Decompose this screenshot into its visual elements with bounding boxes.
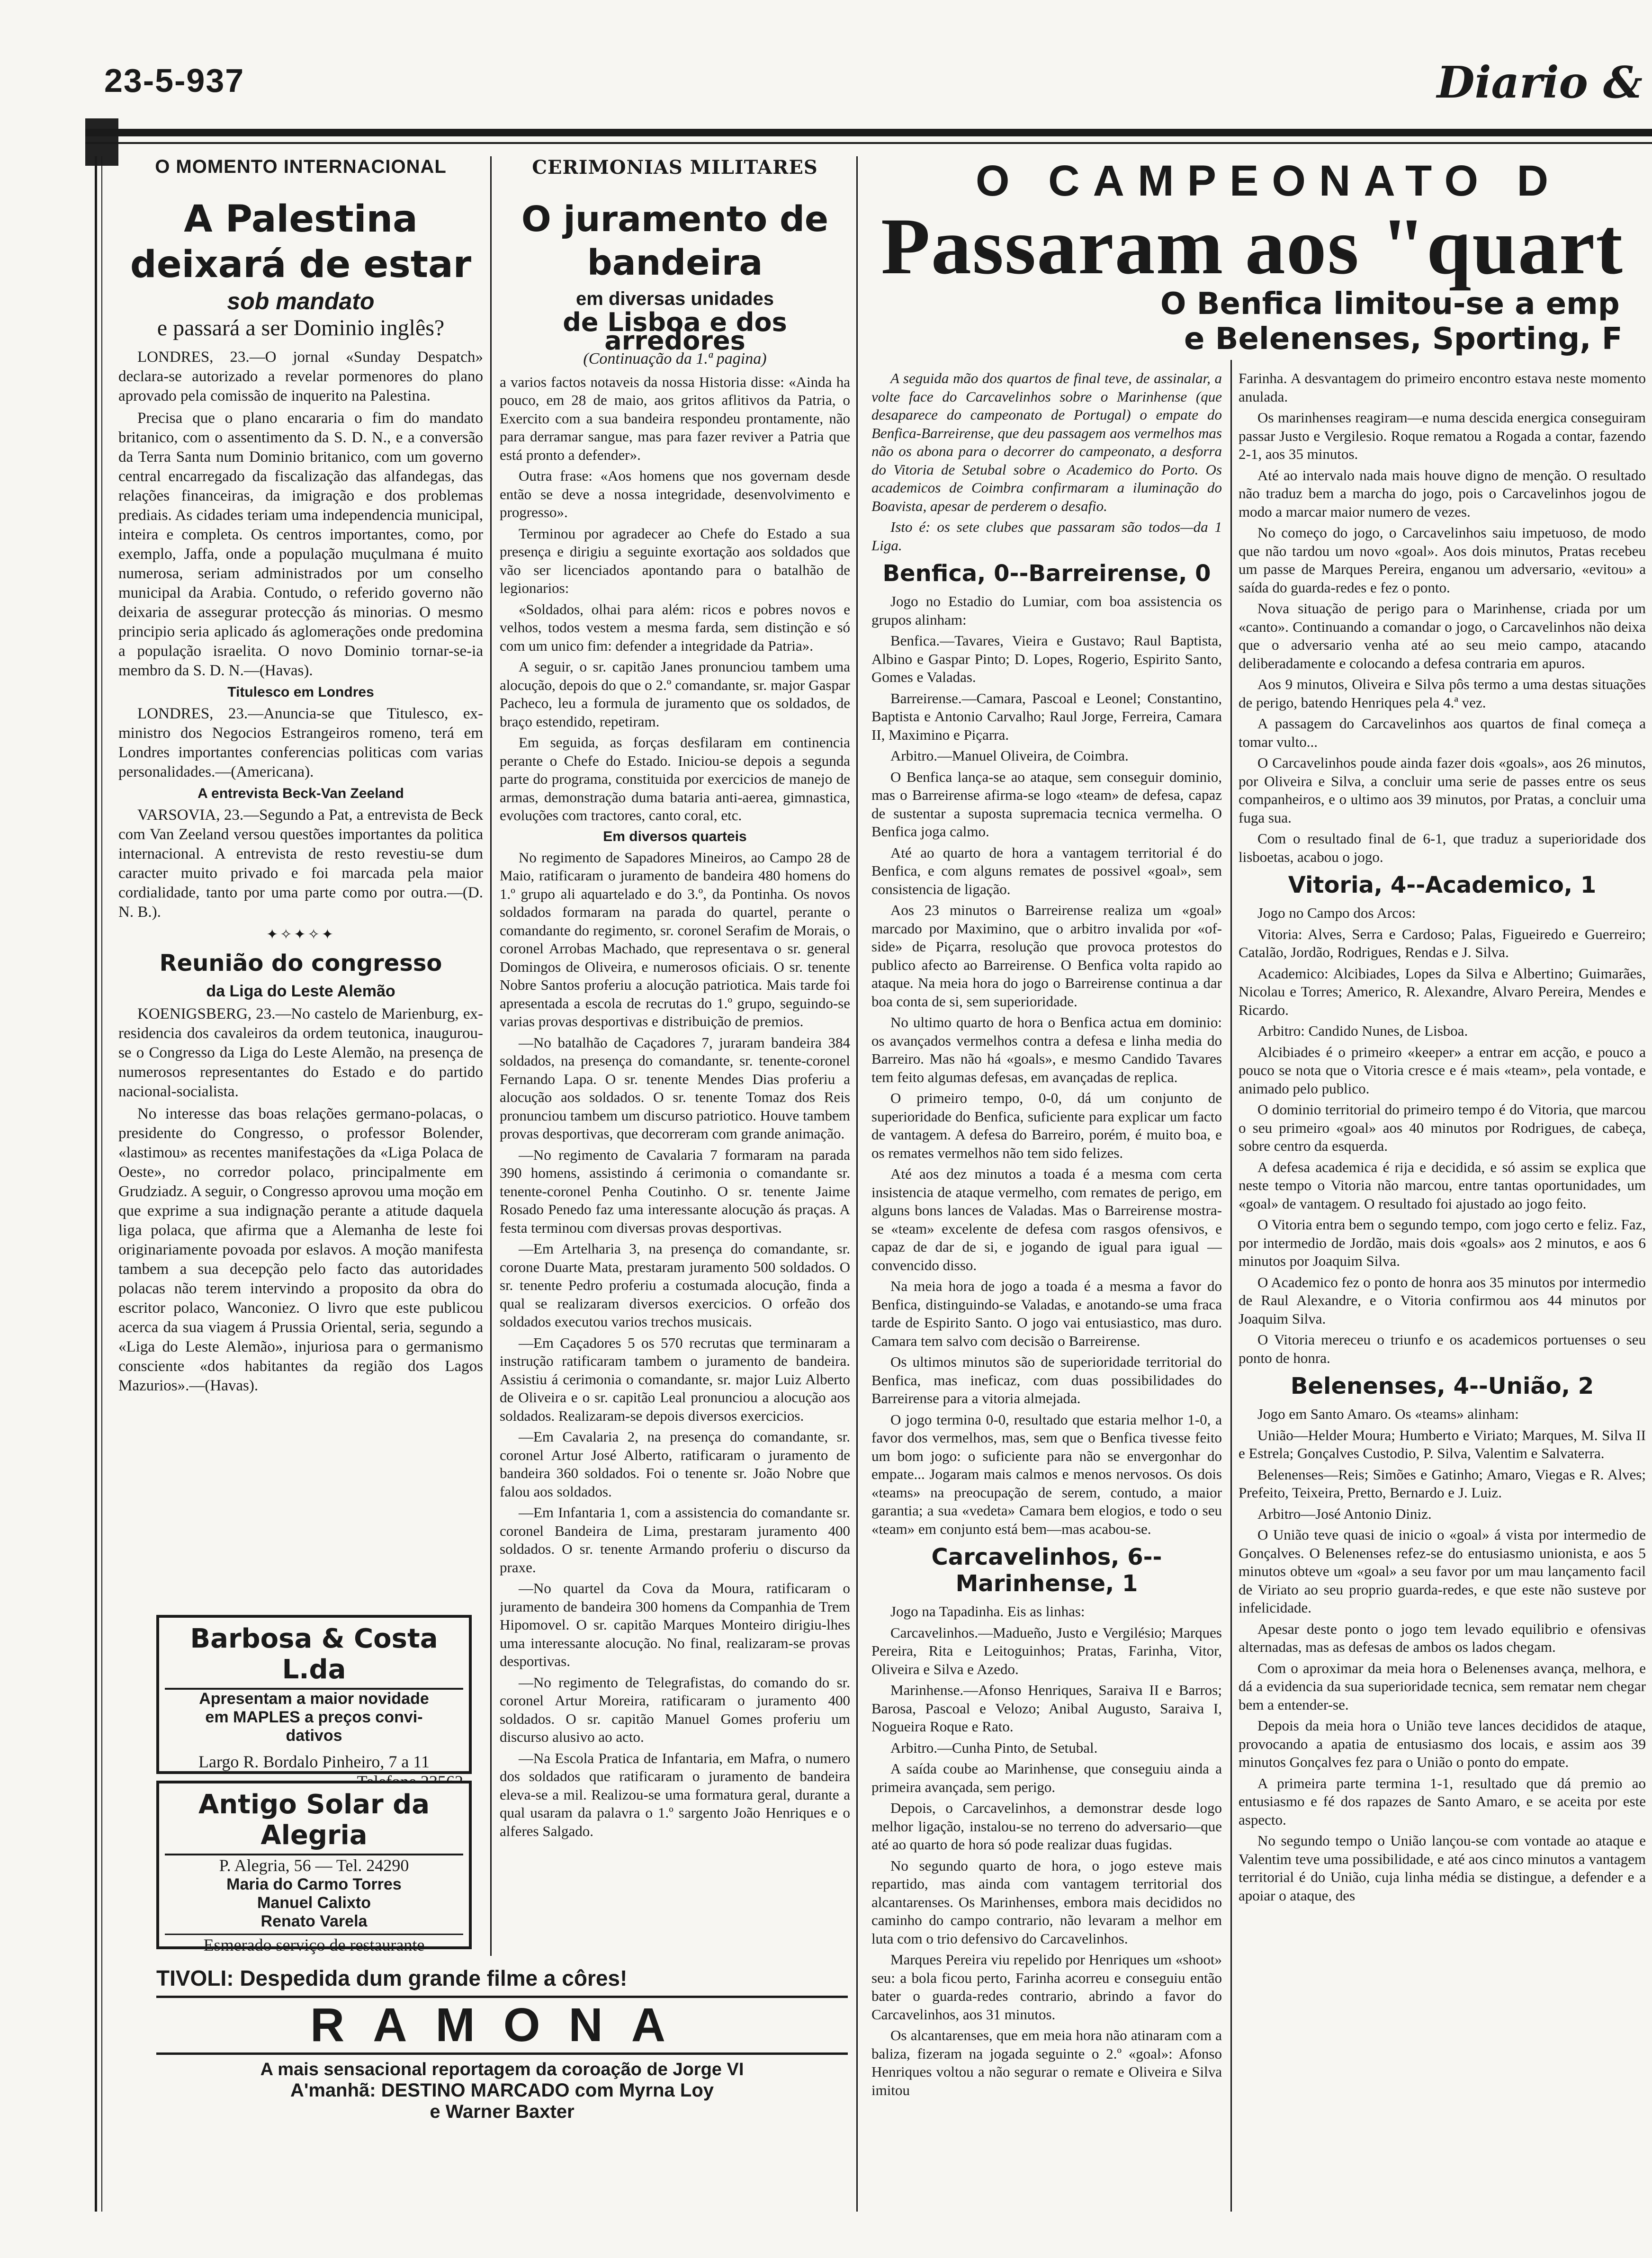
paragraph: —No quartel da Cova da Moura, ratificaram o juramento de bandeira 300 homens da Companhia de Trem Hipomovel. O sr. capitão Marques Monteiro dirigiu-lhes uma interessante alocução. No final, realizaram-se provas desportivas. [500, 1580, 850, 1669]
campeonato-header [867, 156, 1652, 360]
ad-barbosa-costa [156, 1615, 472, 1774]
paragraph: Marinhense.—Afonso Henriques, Saraiva II e Barros; Barosa, Pascoal e Velozo; Anibal Augusto, Saraiva I, Nogueira Roque e Rato. [871, 1682, 1222, 1735]
ad-name: Maria do Carmo Torres [226, 1875, 402, 1893]
paragraph: —Na Escola Pratica de Infantaria, em Mafra, o numero dos soldados que ratificaram o juramento de bandeira eleva-se a mil. Realizou-se uma formatura geral, durante a qual usaram da palavra o 1.º sargento João Henriques e o alferes Salgado. [500, 1749, 850, 1839]
paragraph: O União teve quasi de inicio o «goal» á vista por intermedio de Gonçalves. O Belenenses refez-se do entusiasmo unionista, e aos 5 minutos obteve um «goal» a seu favor por um mau lançamento facil de Viriato ao seu proprio guarda-redes, e que este não susteve por infelicidade. [1239, 1526, 1646, 1616]
paragraph: Os marinhenses reagiram—e numa descida energica conseguiram passar Justo e Vergilesio. Roque rematou a Rogada a contar, fazendo 2-1, aos 35 minutos. [1239, 409, 1646, 462]
column-divider-1 [490, 156, 492, 1956]
paragraph: Com o resultado final de 6-1, que traduz a superioridade dos lisboetas, acabou o jogo. [1239, 830, 1646, 865]
subhead-titulesco: Titulesco em Londres [227, 684, 374, 700]
paragraph: Arbitro: Candido Nunes, de Lisboa. [1257, 1022, 1468, 1039]
paragraph: A saída coube ao Marinhense, que conseguiu ainda a primeira avançada, sem perigo. [871, 1760, 1222, 1795]
paragraph: No regimento de Sapadores Mineiros, ao Campo 28 de Maio, ratificaram o juramento de bandeira 480 homens do 1.º grupo ali aquartelado e do 3.º, da Pontinha. Os novos soldados formaram na parada do quartel, perante o comandante do regimento, sr. coronel Serafim de Morais, o coronel Arrobas Machado, que representava o sr. general Domingos de Oliveira, e numerosos oficiais. O sr. tenente Nobre Santos proferiu a alocução patriotica. Mais tarde foi apresentada a escola de recrutas do 1.º grupo, seguindo-se varias provas desportivas e distribuição de premios. [500, 849, 850, 1030]
paragraph: Até ao intervalo nada mais houve digno de menção. O resultado não traduz bem a marcha do jogo, pois o Carcavelinhos jogou de modo a marcar maior numero de vezes. [1239, 466, 1646, 520]
tivoli-next2: e Warner Baxter [430, 2101, 575, 2122]
headline-italic: sob mandato [227, 288, 375, 314]
paragraph: —Em Infantaria 1, com a assistencia do comandante sr. coronel Bandeira de Lima, prestaram juramento 400 soldados. O sr. tenente Armando proferiu o discurso da praxe. [500, 1504, 850, 1576]
tivoli-title: RAMONA [156, 1996, 848, 2055]
paragraph: KOENIGSBERG, 23.—No castelo de Marienburg, ex-residencia dos cavaleiros da ordem teutonica, inaugurou-se o Congresso da Liga do Leste Alemão, na presença de numerosos representantes do Estado e do partido nacional-socialista. [118, 1005, 483, 1100]
ad-line: em MAPLES a preços convi- [205, 1708, 423, 1726]
ornament-divider: ✦✧✦✧✦ [266, 927, 335, 942]
left-border-thin [101, 156, 102, 2212]
paragraph: Academico: Alcibiades, Lopes da Silva e Albertino; Guimarães, Nicolau e Torres; Americo, R. Alexandre, Alvaro Pereira, Mendes e Ricardo. [1239, 965, 1646, 1018]
paragraph: Jogo em Santo Amaro. Os «teams» alinham: [1257, 1406, 1519, 1422]
paragraph: «Soldados, olhai para além: ricos e pobres novos e velhos, todos vestem a mesma farda, sem distinção e só com um unico fim: defender a integridade da Patria». [500, 600, 850, 654]
ad-line: dativos [286, 1727, 342, 1745]
ad-title: Antigo Solar da Alegria [165, 1789, 463, 1855]
paragraph: O primeiro tempo, 0-0, dá um conjunto de superioridade do Benfica, suficiente para explicar um facto de vantagem. A defesa do Barreiro, porém, é muito boa, e os remates vermelhos não tem sido felizes. [871, 1090, 1222, 1161]
paragraph: Nova situação de perigo para o Marinhense, criada por um «canto». Continuando a comandar o jogo, o Carcavelinhos não deixa que o adversario venha até ao seu meio campo, atacando deliberadamente e colocando a defesa contraria em apuros. [1239, 600, 1646, 672]
paragraph: Outra frase: «Aos homens que nos governam desde então se deve a nossa integridade, desenvolvimento e progresso». [500, 467, 850, 520]
paragraph: Arbitro—José Antonio Diniz. [1257, 1505, 1432, 1522]
paragraph: No segundo tempo o União lançou-se com vontade ao ataque e Valentim teve uma possibilidade, e até aos cinco minutos a vantagem territorial é do União, cuja linha média se distingue, a defender e a apoiar o ataque, des [1239, 1832, 1646, 1904]
paragraph: Carcavelinhos.—Madueño, Justo e Vergilésio; Marques Pereira, Rita e Leitoguinhos; Pratas, Farinha, Vitor, Oliveira e Silva e Azedo. [871, 1624, 1222, 1677]
paragraph: Com o aproximar da meia hora o Belenenses avança, melhora, e dá a evidencia da sua superioridade tecnica, sem rematar nem chegar bem a entender-se. [1239, 1659, 1646, 1713]
paragraph: No segundo quarto de hora, o jogo esteve mais repartido, mas ainda com vantagem territorial dos alcantarenses. Os Marinhenses, embora mais decididos no caminho do campo contrario, não levaram a melhor em luta com o trio defensivo do Carcavelinhos. [871, 1857, 1222, 1947]
tivoli-next: A'manhã: DESTINO MARCADO com Myrna Loy [290, 2080, 714, 2101]
paragraph: Até aos dez minutos a toada é a mesma com certa insistencia de ataque vermelho, com remates de perigo, em alguns bons lances de Valadas. Mas o Barreirense mostra-se «team» excelente de defesa com rasgos ofensivos, e capaz de dar de si, e jogando de igual para igual —convencido disso. [871, 1165, 1222, 1273]
paragraph: Alcibiades é o primeiro «keeper» a entrar em acção, e pouco a pouco se nota que o Vitoria cresce e é mais «team», pela vontade, e animado pelo publico. [1239, 1043, 1646, 1097]
paragraph: Na meia hora de jogo a toada é a mesma a favor do Benfica, distinguindo-se Valadas, e anotando-se uma fraca tarde de Espirito Santo. O jogo vai entusiastico, mas duro. Camara tem salvo com decisão o Barreirense. [871, 1278, 1222, 1349]
headline-quartos: Passaram aos "quart [881, 202, 1624, 291]
paragraph: Terminou por agradecer ao Chefe do Estado a sua presença e dirigiu a seguinte exortação aos soldados que vão ser licenciados apontando para o batalhão de legionarios: [500, 525, 850, 596]
paragraph: —No regimento de Cavalaria 7 formaram na parada 390 homens, assistindo á cerimonia o comandante sr. tenente-coronel Penha Coutinho. O sr. tenente Jaime Rosado Penedo faz uma interessante alocução ás praças. A festa terminou com diversas provas desportivas. [500, 1146, 850, 1236]
game-title-belenenses: Belenenses, 4--União, 2 [1290, 1373, 1594, 1399]
top-rule-thin [85, 142, 1652, 144]
paragraph: —Em Artelharia 3, na presença do comandante, sr. corone Duarte Mata, prestaram juramento 500 soldados. O sr. tenente Pedro proferiu a costumada alocução, finda a qual se realizaram diversos exercicios. O orfeão dos soldados executou varios trechos musicais. [500, 1240, 850, 1330]
game-title-vitoria: Vitoria, 4--Academico, 1 [1288, 872, 1597, 898]
column-campeonato-2 [1239, 369, 1646, 2212]
paragraph: Arbitro.—Cunha Pinto, de Setubal. [890, 1739, 1098, 1756]
ad-address: P. Alegria, 56 — Tel. 24290 [219, 1856, 409, 1875]
paragraph: Belenenses—Reis; Simões e Gatinho; Amaro, Viegas e R. Alves; Prefeito, Teixeira, Pretto, Bernardo e J. Luiz. [1239, 1466, 1646, 1501]
paragraph: —No batalhão de Caçadores 7, juraram bandeira 384 soldados, na presença do comandante, sr. tenente-coronel Fernando Lapa. O sr. tenente Mendes Dias proferiu a alocução aos soldados. O sr. tenente Tomaz dos Reis pronunciou tambem um discurso patriotico. Houve tambem provas desportivas, que decorreram com grande animação. [500, 1034, 850, 1142]
paragraph: Precisa que o plano encararia o fim do mandato britanico, com o assentimento da S. D. N., e a conversão da Terra Santa num Dominio britanico, com um governo central encarregado da fiscalização das alfandegas, das relações financeiras, da imigração e dos problemas prediais. As cidades teriam uma independencia municipal, inteira e completa. Os centros importantes, como, por exemplo, Jaffa, onde a população muçulmana é muito numerosa, seriam administrados por um conselho municipal da Arabia. Contudo, o referido governo não deixaria de assegurar protecção ás minorias. O mesmo principio seria aplicado ás aglomerações onde predomina a população israelita. O novo Dominio tornar-se-ia membro da S. D. N.—(Havas). [118, 410, 483, 679]
paragraph: O Carcavelinhos poude ainda fazer dois «goals», aos 26 minutos, por Oliveira e Silva, a concluir uma serie de passes entre os seus companheiros, e o ultimo aos 39 minutos, por Pratas, a concluir uma fuga sua. [1239, 754, 1646, 826]
headline-palestina: A Palestina deixará de estar [130, 198, 472, 286]
paragraph: Até ao quarto de hora a vantagem territorial é do Benfica, e com alguns remates de possivel «goal», sem consistencia de ligação. [871, 844, 1222, 897]
paragraph: O Benfica lança-se ao ataque, sem conseguir dominio, mas o Barreirense afirma-se logo «team» de defesa, capaz de sustentar a suposta supremacia tecnica vermelha. O Benfica joga calmo. [871, 768, 1222, 840]
paragraph: União—Helder Moura; Humberto e Viriato; Marques, M. Silva II e Estrela; Gonçalves Custodio, P. Silva, Valentim e Salvaterra. [1239, 1426, 1646, 1461]
headline-congresso: Reunião do congresso [159, 950, 442, 977]
intro-paragraph: A seguida mão dos quartos de final teve, de assinalar, a volte face do Carcavelinhos sobre o Marinhense (que desaparece do campeonato de Portugal) o empate do Benfica-Barreirense, que deu passagem aos vermelhos mas não os abona para o decorrer do campeonato, a desforra do Vitoria de Setubal sobre o Academico do Porto. Os academicos de Coimbra confirmaram a iluminação do Boavista, apesar de perderem o desafio. [871, 370, 1222, 514]
ad-address: Largo R. Bordalo Pinheiro, 7 a 11 [198, 1752, 430, 1771]
headline-benfica-sub: O Benfica limitou-se a emp [1160, 287, 1620, 322]
headline-sub2: de Lisboa e dos arredores [563, 307, 787, 356]
section-kicker: O CAMPEONATO D [976, 157, 1562, 205]
paragraph: Farinha. A desvantagem do primeiro encontro estava neste momento anulada. [1239, 370, 1646, 405]
issue-date: 23-5-937 [104, 62, 245, 99]
paragraph: Depois, o Carcavelinhos, a demonstrar desde logo melhor ligação, instalou-se no terreno do adversario—que até ao quarto de hora só pode realizar duas fugidas. [871, 1800, 1222, 1853]
column-divider-3 [1230, 360, 1232, 2212]
section-kicker: O MOMENTO INTERNACIONAL [155, 156, 447, 177]
paragraph: Os ultimos minutos são de superioridade territorial do Benfica, mas ineficaz, com duas possibilidades do Barreirense para a vitoria almejada. [871, 1353, 1222, 1407]
headline-juramento: O juramento de bandeira [521, 199, 829, 283]
paragraph: Depois da meia hora o União teve lances decididos de ataque, provocando a apatia de entusiasmo dos locais, e assim aos 39 minutos Gonçalves fez para o União o ponto do empate. [1239, 1717, 1646, 1770]
paragraph: VARSOVIA, 23.—Segundo a Pat, a entrevista de Beck com Van Zeeland versou questões importantes da politica internacional. A entrevista de resto revestiu-se dum caracter muito privado e foi marcada pela maior cordialidade, tanto por uma parte como por outra.—(D. N. B.). [118, 806, 483, 921]
tivoli-sub: A mais sensacional reportagem da coroação de Jorge VI [260, 2060, 744, 2079]
ad-title: Barbosa & Costa L.da [165, 1623, 463, 1690]
paragraph: Barreirense.—Camara, Pascoal e Leonel; Constantino, Baptista e Antonio Carvalho; Raul Jorge, Ferreira, Camara II, Maximino e Piçarra. [871, 690, 1222, 743]
paragraph: A defesa academica é rija e decidida, e só assim se explica que neste tempo o Vitoria não marcou, entre tantas oportunidades, um «goal» de vantagem. O resultado foi ajustado ao jogo feito. [1239, 1158, 1646, 1212]
ad-name: Manuel Calixto [257, 1894, 371, 1912]
section-kicker: CERIMONIAS MILITARES [532, 156, 818, 179]
paragraph: —Em Caçadores 5 os 570 recrutas que terminaram a instrução ratificaram tambem o juramento de bandeira. Assistiu á cerimonia o comandante, sr. major Luiz Alberto de Oliveira e o sr. capitão Leal pronunciou a alocução aos soldados. Realizaram-se depois diversos exercicios. [500, 1334, 850, 1424]
paragraph: Em seguida, as forças desfilaram em continencia perante o Chefe do Estado. Iniciou-se depois a segunda parte do programa, constituida por exercicios de manejo de armas, demonstração duma bataria anti-aerea, gimnastica, evoluções com tractores, canto coral, etc. [500, 734, 850, 824]
headline-sub1: em diversas unidades [576, 288, 774, 309]
paragraph: Os alcantarenses, que em meia hora não atinaram com a baliza, fizeram na jogada seguinte o 2.º «goal»: Afonso Henriques voltou a não segurar o remate e Oliveira e Silva imitou [871, 2027, 1222, 2098]
column-international [118, 156, 483, 1762]
paragraph: LONDRES, 23.—Anuncia-se que Titulesco, ex-ministro dos Negocios Estrangeiros romeno, terá em Londres importantes conferencias politicas com varias personalidades.—(Americana). [118, 705, 483, 780]
game-title-carcavelinhos: Carcavelinhos, 6--Marinhense, 1 [931, 1544, 1162, 1597]
paragraph: O Vitoria entra bem o segundo tempo, com jogo certo e feliz. Faz, por intermedio de Jordão, mais dois «goals» aos 2 minutos, e aos 6 minutos por Joaquim Silva. [1239, 1216, 1646, 1269]
paragraph: —Em Cavalaria 2, na presença do comandante, sr. coronel Artur José Alberto, ratificaram o juramento de bandeira 360 soldados. Foi o tenente sr. João Nobre que falou aos soldados. [500, 1428, 850, 1500]
paragraph: Benfica.—Tavares, Vieira e Gustavo; Raul Baptista, Albino e Gaspar Pinto; D. Lopes, Rogerio, Espirito Santo, Gomes e Valadas. [871, 632, 1222, 685]
continuation-note: (Continuação da 1.ª pagina) [583, 350, 767, 367]
paragraph: O jogo termina 0-0, resultado que estaria melhor 1-0, a favor dos vermelhos, mas, sem que o Benfica tivesse feito um bom jogo: o suficiente para não se envergonhar do empate... Jogaram mais calmos e menos nervosos. Os dois «teams» na preocupação de serem, contudo, a maior garantia; a sua «vedeta» Camara bem elogios, e todo o seu «team» em conjunto está bem—mas acabou-se. [871, 1411, 1222, 1537]
paragraph: No interesse das boas relações germano-polacas, o presidente do Congresso, o professor Bolender, «lastimou» as recentes manifestações da «Liga Polaca de Oeste», no corredor polaco, principalmente em Grudziadz. A seguir, o Congresso aprovou uma moção em que exprime a sua indignação perante a atitude daquela liga polaca, que afirma que a Alemanha de leste foi originariamente povoada por eslavos. A moção manifesta tambem a sua decepção pelo facto das autoridades polacas não terem intervindo a proposito da obra do escritor polaco, Wanconiez. O livro que este publicou acerca da sua viagem á Prussia Oriental, seria, segundo a «Liga do Leste Alemão», injuriosa para o germanismo consciente «dos habitantes da região dos Lagos Mazurios».—(Havas). [118, 1105, 483, 1394]
paragraph: O Academico fez o ponto de honra aos 35 minutos por intermedio de Raul Alexandre, e o Vitoria confirmou aos 44 minutos por Joaquim Silva. [1239, 1273, 1646, 1327]
ad-tivoli [156, 1965, 848, 2164]
ad-line: Apresentam a maior novidade [199, 1690, 429, 1708]
left-border [95, 156, 97, 2212]
column-campeonato-1 [871, 369, 1222, 2212]
paragraph: —No regimento de Telegrafistas, do comando do sr. coronel Artur Moreira, ratificaram o juramento 400 soldados. O sr. capitão Manuel Gomes proferiu um discurso alusivo ao acto. [500, 1674, 850, 1745]
paragraph: No começo do jogo, o Carcavelinhos saiu impetuoso, de modo que não tardou um novo «goal». Aos dois minutos, Pratas recebeu um passe de Marques Pereira, enganou um adversario, «evitou» a saída do guarda-redes e fez o ponto. [1239, 524, 1646, 596]
paragraph: A primeira parte termina 1-1, resultado que dá premio ao entusiasmo e fé dos rapazes de Santo Amaro, e se aceita por este aspecto. [1239, 1774, 1646, 1828]
paragraph: A passagem do Carcavelinhos aos quartos de final começa a tomar vulto... [1239, 715, 1646, 750]
paragraph: Jogo no Campo dos Arcos: [1257, 905, 1416, 921]
subhead-beck: A entrevista Beck-Van Zeeland [198, 786, 404, 801]
subhead-liga: da Liga do Leste Alemão [206, 982, 395, 1000]
paragraph: Arbitro.—Manuel Oliveira, de Coimbra. [890, 747, 1129, 764]
top-rule [85, 129, 1652, 136]
ad-name: Renato Varela [260, 1912, 368, 1930]
paragraph: O Vitoria mereceu o triunfo e os academicos portuenses o seu ponto de honra. [1239, 1331, 1646, 1366]
paragraph: Aos 9 minutos, Oliveira e Silva pôs termo a uma destas situações de perigo, batendo Henriques pela 4.ª vez. [1239, 676, 1646, 711]
paragraph: Vitoria: Alves, Serra e Cardoso; Palas, Figueiredo e Guerreiro; Catalão, Jordão, Rodrigues, Rendas e J. Silva. [1239, 925, 1646, 960]
paragraph: Aos 23 minutos o Barreirense realiza um «goal» marcado por Maximino, que o arbitro invalida por «of-side» de Piçarra, resolução que provoca protestos do publico afecto ao Barreirense. O Benfica volta rapido ao ataque. Na meia hora do jogo o Barreirense continua a dar boa conta de si, sem superioridade. [871, 902, 1222, 1010]
game-title-benfica: Benfica, 0--Barreirense, 0 [882, 560, 1211, 587]
intro-paragraph: Isto é: os sete clubes que passaram são todos—da 1 Liga. [871, 519, 1222, 554]
paragraph: Jogo no Estadio do Lumiar, com boa assistencia os grupos alinham: [871, 593, 1222, 628]
paragraph: Apesar deste ponto o jogo tem levado equilibrio e ofensivas alternadas, mas as defesas de ambos os lados chegam. [1239, 1620, 1646, 1655]
paragraph: A seguir, o sr. capitão Janes pronunciou tambem uma alocução, depois do que o 2.º comandante, sr. major Gaspar Pacheco, leu a formula de juramento que os soldados, de braço estendido, repetiram. [500, 658, 850, 730]
paragraph: a varios factos notaveis da nossa Historia disse: «Ainda ha pouco, em 28 de maio, aos gritos aflitivos da Patria, o Exercito com a sua bandeira respondeu prontamente, não para derramar sangue, mas para fazer reviver a Patria que está pronto a defender». [500, 373, 850, 463]
column-cerimonias [500, 156, 850, 1951]
paragraph: Marques Pereira viu repelido por Henriques um «shoot» seu: a bola ficou perto, Farinha acorreu e conseguiu então bater o guarda-redes contrario, abrindo a favor do Carcavelinhos, aos 31 minutos. [871, 1951, 1222, 2023]
paragraph: No ultimo quarto de hora o Benfica actua em dominio: os avançados vermelhos contra a defesa e linha media do Barreiro. Mas não há «goals», e mesmo Candido Tavares tem feito algumas defesas, em avançadas de replica. [871, 1014, 1222, 1085]
newspaper-name: Diario & [1437, 57, 1643, 108]
headline-sub: e passará a ser Dominio inglês? [157, 315, 445, 340]
ad-tagline: Esmerado serviço de restaurante [165, 1934, 463, 1955]
paragraph: Jogo na Tapadinha. Eis as linhas: [890, 1603, 1085, 1620]
subhead-quarteis: Em diversos quarteis [603, 828, 747, 844]
paragraph: LONDRES, 23.—O jornal «Sunday Despatch» declara-se autorizado a revelar pormenores do plano aprovado pela comissão de inquerito na Palestina. [118, 349, 483, 404]
ad-solar-alegria [156, 1781, 472, 1954]
headline-belenenses-sub: e Belenenses, Sporting, F [1184, 322, 1623, 357]
tivoli-line: TIVOLI: Despedida dum grande filme a côres! [156, 1966, 628, 1990]
column-divider-2 [856, 156, 858, 2212]
paragraph: O dominio territorial do primeiro tempo é do Vitoria, que marcou o seu primeiro «goal» aos 40 minutos por Rodrigues, de cabeça, sobre centro da esquerda. [1239, 1101, 1646, 1154]
